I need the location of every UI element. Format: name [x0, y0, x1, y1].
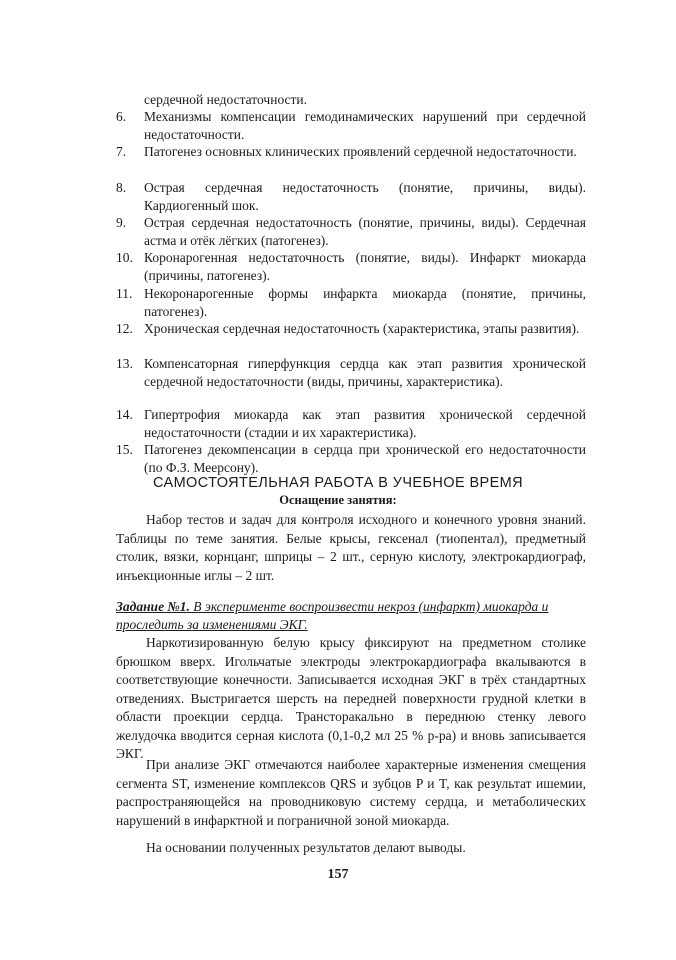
section-title: САМОСТОЯТЕЛЬНАЯ РАБОТА В УЧЕБНОЕ ВРЕМЯ — [152, 475, 524, 491]
body-paragraph: При анализе ЭКГ отмечаются наиболее характерные изменения смещения сегмента ST, изменение комплексов QRS и зубцов P и T, как результат ишемии, распространяющейся на проводниковую систему сердца, и метаболических нарушений в инфарктной и пограничной зоной миокарда. — [116, 757, 586, 828]
list-item-text: Коронарогенная недостаточность (понятие, виды). Инфаркт миокарда (причины, патогенез). — [144, 250, 586, 283]
list-item — [116, 441, 586, 476]
list-item-text: Некоронарогенные формы инфаркта миокарда (понятие, причины, патогенез). — [144, 286, 586, 319]
section-subtitle: Оснащение занятия: — [279, 493, 397, 507]
task-text: В эксперименте воспроизвести некроз (инфаркт) миокарда и проследить за изменениями ЭКГ. — [116, 599, 549, 632]
equipment-paragraph: Набор тестов и задач для контроля исходного и конечного уровня знаний. Таблицы по теме занятия. Белые крысы, гексенал (тиопентал), предметный столик, вязки, корнцанг, шприцы – 2 шт., серную кислоту, электрокардиограф, инъекционные иглы – 2 шт. — [116, 512, 586, 583]
list-item-text: Острая сердечная недостаточность (понятие, причины, виды). Кардиогенный шок. — [144, 180, 586, 213]
list-item — [116, 406, 586, 441]
task-heading — [116, 598, 586, 633]
list-item-text: Патогенез декомпенсации в сердца при хронической его недостаточности (по Ф.З. Меерсону). — [144, 442, 586, 475]
list-item — [116, 249, 586, 284]
list-item-text: Механизмы компенсации гемодинамических нарушений при сердечной недостаточности. — [144, 109, 586, 142]
list-item-text: Гипертрофия миокарда как этап развития хронической сердечной недостаточности (стадии и их характеристика). — [144, 407, 586, 440]
list-item-text: Хроническая сердечная недостаточность (характеристика, этапы развития). — [144, 321, 580, 336]
list-item-text: Острая сердечная недостаточность (понятие, причины, виды). Сердечная астма и отёк лёгких (патогенез). — [144, 215, 586, 248]
list-item-number: 11. — [116, 286, 133, 301]
body-paragraph: Наркотизированную белую крысу фиксируют на предметном столике брюшком вверх. Игольчатые электроды электрокардиографа вкалываются в соответствующие конечности. Записывается исходная ЭКГ в трёх стандартных отведениях. Выстригается шерсть на передней поверхности грудной клетки в области проекции сердца. Трансторакально в переднюю стенку левого желудочка вводится серная кислота (0,1-0,2 мл 25 % р-ра) и вновь записывается ЭКГ. — [116, 635, 586, 761]
list-item-number: 15. — [116, 442, 133, 457]
list-item — [116, 108, 586, 143]
list-item-number: 9. — [116, 215, 127, 230]
list-item — [116, 320, 586, 338]
list-item-number: 14. — [116, 407, 133, 422]
body-paragraph: На основании полученных результатов делают выводы. — [146, 840, 466, 855]
list-continuation: сердечной недостаточности. — [144, 92, 308, 107]
list-item — [116, 285, 586, 320]
list-item-text: Компенсаторная гиперфункция сердца как этап развития хронической сердечной недостаточности (виды, причины, характеристика). — [144, 356, 586, 389]
list-item-number: 7. — [116, 144, 127, 159]
list-item — [116, 179, 586, 214]
list-item-number: 12. — [116, 321, 133, 336]
list-item-number: 13. — [116, 356, 133, 371]
list-item-number: 6. — [116, 109, 127, 124]
list-item — [116, 355, 586, 390]
list-item-number: 8. — [116, 180, 127, 195]
list-item — [116, 143, 586, 161]
page-number: 157 — [327, 867, 349, 882]
list-item-text: Патогенез основных клинических проявлений сердечной недостаточности. — [144, 144, 577, 159]
task-label: Задание №1. — [116, 599, 190, 614]
list-item-number: 10. — [116, 250, 133, 265]
list-item — [116, 214, 586, 249]
